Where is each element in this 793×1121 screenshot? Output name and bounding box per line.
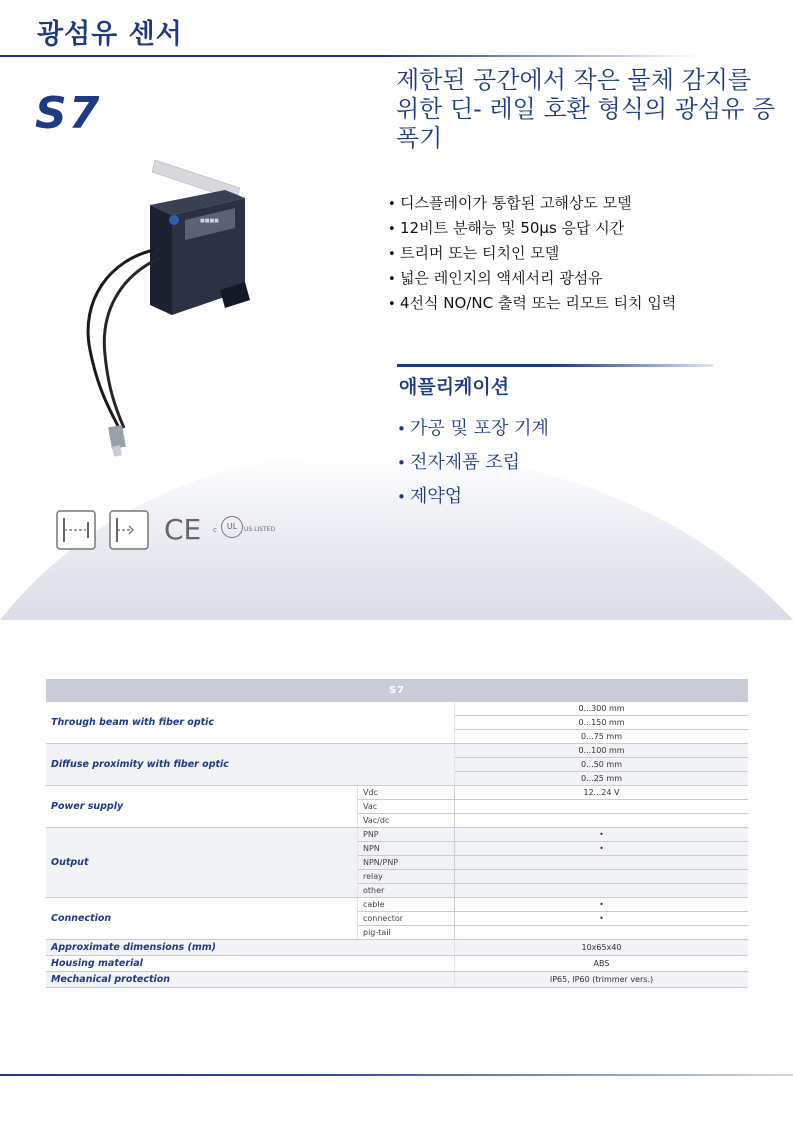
table-row: 0...75 mm [46,730,748,744]
product-photo [50,150,280,460]
ce-mark-icon: CE [164,513,202,546]
table-row: NPN • [46,842,748,856]
list-item: • 제약업 [397,486,463,507]
spec-table [46,679,748,988]
applications-title: 애플리케이션 [399,376,510,398]
header-divider [0,55,700,57]
list-item: • 12비트 분해능 및 50µs 응답 시간 [388,219,625,237]
list-item: • 가공 및 포장 기계 [397,418,549,439]
table-row: Diffuse proximity with fiber optic 0...100 mm [46,744,748,758]
table-row: Vac [46,800,748,814]
diffuse-symbol-icon [109,510,149,550]
table-row: Power supply Vdc 12...24 V [46,786,748,800]
applications-divider [397,364,713,367]
applications-list [397,416,549,518]
table-row: pig-tail [46,926,748,940]
product-headline: 제한된 공간에서 작은 물체 감지를 위한 딘- 레일 호환 형식의 광섬유 증폭기 [396,66,776,152]
feature-list [388,192,676,317]
list-item: • 4선식 NO/NC 출력 또는 리모트 티치 입력 [388,294,677,312]
table-row: relay [46,870,748,884]
page-title: 광섬유 센서 [37,19,183,50]
through-beam-symbol-icon [56,510,96,550]
list-item: • 전자제품 조립 [397,452,521,473]
table-row: Mechanical protection IP65, IP60 (trimmer vers.) [46,972,748,988]
table-row: Vac/dc [46,814,748,828]
table-row: 0...50 mm [46,758,748,772]
list-item: • 디스플레이가 통합된 고해상도 모델 [388,194,632,212]
table-row: NPN/PNP [46,856,748,870]
table-row: Through beam with fiber optic 0...300 mm [46,702,748,716]
table-row: connector • [46,912,748,926]
table-row: Connection cable • [46,898,748,912]
ul-listed-icon: c UL US LISTED [213,516,283,542]
table-row: Output PNP • [46,828,748,842]
list-item: • 넓은 레인지의 액세서리 광섬유 [388,269,603,287]
table-row: other [46,884,748,898]
table-row: 0...25 mm [46,772,748,786]
list-item: • 트리머 또는 티치인 모델 [388,244,560,262]
table-row: Approximate dimensions (mm) 10x65x40 [46,940,748,956]
footer-divider [0,1074,793,1076]
table-header: S7 [46,679,748,702]
table-row: Housing material ABS [46,956,748,972]
table-row: 0...150 mm [46,716,748,730]
svg-text:■■■■: ■■■■ [200,218,219,224]
model-name: S7 [35,88,102,139]
